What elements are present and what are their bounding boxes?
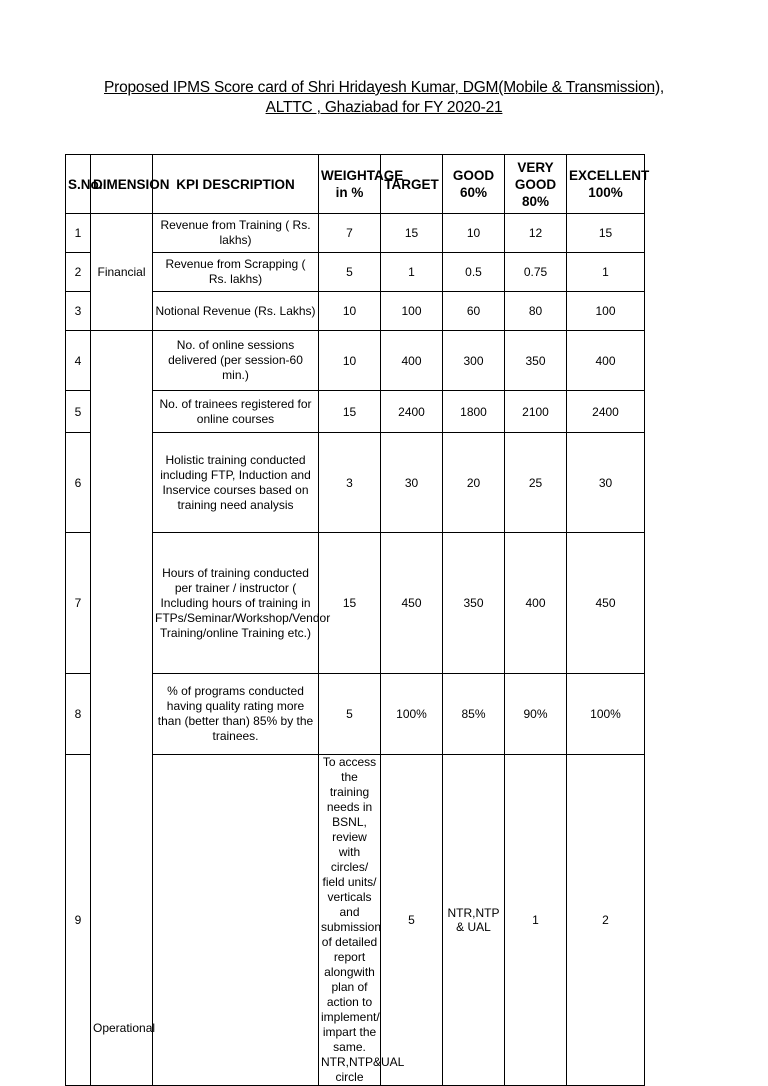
kpi-description-cell: To access the training needs in BSNL, review with circles/ field units/ verticals and submission of detailed report alongwith plan of action to implement/ impart the same. NTR,NTP&UAL circle: [319, 755, 381, 1086]
very-good-cell: 80: [505, 292, 567, 331]
target-cell: 100%: [381, 674, 443, 755]
header-excellent: EXCELLENT 100%: [567, 155, 645, 214]
scorecard-table: [65, 154, 650, 1086]
good-cell: 300: [443, 331, 505, 391]
header-weightage: WEIGHTAGE in %: [319, 155, 381, 214]
weightage-cell: 7: [319, 214, 381, 253]
excellent-cell: 30: [567, 433, 645, 533]
good-cell: 350: [443, 533, 505, 674]
excellent-cell: 100: [567, 292, 645, 331]
good-cell: 1800: [443, 391, 505, 433]
dimension-empty-cell: [153, 755, 319, 1086]
table-row: [66, 433, 645, 533]
weightage-cell: 5: [319, 674, 381, 755]
kpi-description-cell: Revenue from Scrapping ( Rs. lakhs): [153, 253, 319, 292]
dimension-financial: Financial: [91, 214, 153, 331]
title-line-1: Proposed IPMS Score card of Shri Hridayesh Kumar, DGM(Mobile & Transmission),: [103, 79, 665, 96]
very-good-cell: 0.75: [505, 253, 567, 292]
weightage-cell: 15: [319, 533, 381, 674]
very-good-cell: 90%: [505, 674, 567, 755]
table-row: [66, 253, 645, 292]
title-line-2: ALTTC , Ghaziabad for FY 2020-21: [265, 99, 503, 116]
sno-cell: 5: [66, 391, 91, 433]
very-good-cell: 400: [505, 533, 567, 674]
weightage-cell: 3: [319, 433, 381, 533]
target-cell: 1: [381, 253, 443, 292]
sno-cell: 4: [66, 331, 91, 391]
sno-cell: 7: [66, 533, 91, 674]
kpi-description-cell: Hours of training conducted per trainer / instructor ( Including hours of training in FTPs/Seminar/Workshop/Vendor Training/online Training etc.): [153, 533, 319, 674]
header-sno: S.No.: [66, 155, 91, 214]
weightage-cell: 10: [319, 331, 381, 391]
header-target: TARGET: [381, 155, 443, 214]
kpi-description-cell: Notional Revenue (Rs. Lakhs): [153, 292, 319, 331]
good-cell: 60: [443, 292, 505, 331]
kpi-description-cell: No. of online sessions delivered (per session-60 min.): [153, 331, 319, 391]
very-good-cell: 350: [505, 331, 567, 391]
sno-cell: 6: [66, 433, 91, 533]
table-row: [66, 214, 645, 253]
sno-cell: 9: [66, 755, 91, 1086]
good-cell: 10: [443, 214, 505, 253]
good-cell: 20: [443, 433, 505, 533]
kpi-description-cell: % of programs conducted having quality rating more than (better than) 85% by the trainees.: [153, 674, 319, 755]
excellent-cell: 15: [567, 214, 645, 253]
very-good-cell: 25: [505, 433, 567, 533]
table-row: [66, 674, 645, 755]
kpi-description-cell: Holistic training conducted including FTP, Induction and Inservice courses based on training need analysis: [153, 433, 319, 533]
excellent-cell: 450: [567, 533, 645, 674]
good-cell: 1: [505, 755, 567, 1086]
good-cell: 0.5: [443, 253, 505, 292]
table-row: [66, 755, 645, 1086]
header-row: [66, 155, 645, 214]
excellent-cell: 100%: [567, 674, 645, 755]
weightage-cell: 5: [381, 755, 443, 1086]
very-good-cell: 12: [505, 214, 567, 253]
table-row: [66, 292, 645, 331]
target-cell: 2400: [381, 391, 443, 433]
target-cell: NTR,NTP & UAL: [443, 755, 505, 1086]
target-cell: 15: [381, 214, 443, 253]
dimension-operational: Operational: [91, 331, 153, 1086]
document-title: [0, 78, 768, 118]
target-cell: 450: [381, 533, 443, 674]
very-good-cell: 2100: [505, 391, 567, 433]
very-good-cell: 2: [567, 755, 645, 1086]
weightage-cell: 5: [319, 253, 381, 292]
sno-cell: 1: [66, 214, 91, 253]
header-dimension: DIMENSION: [91, 155, 153, 214]
header-very-good: VERY GOOD 80%: [505, 155, 567, 214]
excellent-cell: 1: [567, 253, 645, 292]
sno-cell: 8: [66, 674, 91, 755]
excellent-cell: 400: [567, 331, 645, 391]
kpi-description-cell: Revenue from Training ( Rs. lakhs): [153, 214, 319, 253]
target-cell: 100: [381, 292, 443, 331]
header-good: GOOD 60%: [443, 155, 505, 214]
weightage-cell: 10: [319, 292, 381, 331]
table-row: [66, 391, 645, 433]
target-cell: 30: [381, 433, 443, 533]
table-row: [66, 331, 645, 391]
header-kpi-description: KPI DESCRIPTION: [153, 155, 319, 214]
table-row: [66, 533, 645, 674]
target-cell: 400: [381, 331, 443, 391]
excellent-cell: 2400: [567, 391, 645, 433]
kpi-description-cell: No. of trainees registered for online courses: [153, 391, 319, 433]
sno-cell: 2: [66, 253, 91, 292]
weightage-cell: 15: [319, 391, 381, 433]
good-cell: 85%: [443, 674, 505, 755]
sno-cell: 3: [66, 292, 91, 331]
